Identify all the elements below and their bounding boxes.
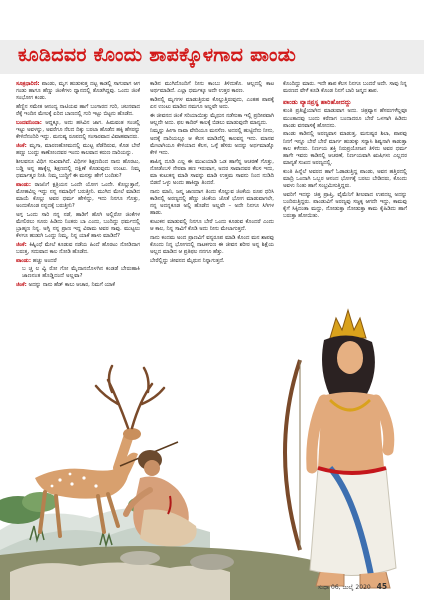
king-pandu <box>285 310 396 588</box>
paragraph-text: ಶೀಲವನೂ ವಿಧಿಗ ಸುಖವಾಗಿದೆ. ವಿಧಿಗಳ ಶಿಕ್ಷಣದಿಂದ ನಾನು ಹೊರಟು, ಬಡ್ಡಿ ಅನ್ನ ಹಾಕ್ಕೆಲ್ಲ ಶಿಕ್ಷಣದಲ್ಲಿ ದಕ್ಷಿಣೆ ಕೊಡುವುದು ಉಂಟು. ನಿಮ್ಮ ಧರ್ಮಾತ್ಮರ ನೀತಿ. ನಿಮ್ಮ ಬುದ್ಧಿಗೆ ಈ ಮನಸ್ಸು ಹೇಗೆ ಬಂದಿತು? <box>16 158 140 179</box>
king-dhoti <box>310 468 396 576</box>
paragraph-text: ಕುಟುಕನ ಮಾಡುವಲ್ಲಿ ನಿನಗೂ ಬೇರೆ ಒಂದು ಕೂಡುವ ಕೊಂದರೆ ಎಂದು ಆ ಕಾಲ, ನಿನ್ನ ಸಾವಿಗೆ ಕೊಡಿ ಅದು ನೀನು ಮೇಲಾಗುತ್ತದೆ. <box>150 218 274 232</box>
paragraph <box>16 143 140 157</box>
page-footer <box>318 582 387 592</box>
article-title: ಕೂಡಿದವರ ಕೊಂದು ಶಾಪಕ್ಕೊಳಗಾದ ಪಾಂಡು <box>18 44 297 66</box>
speaker-label: ಪಾಂಡು: <box>16 257 32 264</box>
rocks <box>10 562 230 600</box>
deer-head <box>123 428 141 440</box>
paragraph-text: ಕಾಡಿನ ಮುಗಿದೊಂದಿಗೆ ನೀನು ಕಾಂಬು ತಿಳಿದುಕೊ. ಆಲ್ಲದಲ್ಲಿ ಕಾಟ ಅರ್ಥಮಾಡಿದೆ. ಎಲ್ಲಾ ಧರ್ಮಕ್ಕೂ ಅದೇ ಉತ್ತರ ಕಾರಣ. <box>150 81 274 95</box>
rock-1 <box>120 551 160 565</box>
bush-left-2 <box>22 492 58 512</box>
speaker-label: ಜಿಂಕೆ: <box>16 282 27 289</box>
paragraph <box>283 169 407 190</box>
speaker-label: ಜಿಂಕೆ: <box>16 142 27 149</box>
paragraph-text: ಬ ಚ್ಚ ಲ ವ್ವಿ ರೋ ಗೋ ಮೈದಾನದೊಳಗಿನ ಕಂಡಡೆ ಬೇರುಹಾಕಿ ಜಾಣನಂತ ಹೊಡ್ಡಿದಂದೆ ಅಲ್ಲವಾ? <box>22 266 140 280</box>
paragraph-text: ನಾನು ಕಂದಮ ಅಂದ ಪ್ರಾಣವಿಗೆ ವನ್ಯರೂಪ ಮಾಡಿ ಕೊಂದ ಮನ ಶಾಪವು ಕೊಂದು ನಿನ್ನ ಭೋಗದಲ್ಲಿ ನಾಟಕಗುಣ ಈ ಜೀವನ ಶರೀರ ಅನ್ನ ಶಿಕ್ಷೆಯ ಅಲ್ಲದ ಮಾಡಿದ ಆ ಪ್ರತಿಫಲ ನನಗೂ ಹೆತ್ತು. <box>150 234 274 255</box>
paragraph-text: ಅಗ್ಗ ಒಂದು ಸಾರಿ ನನ್ನ ನಡೆ, ಹಾಡಿಗೆ ಹೊಗಿ ಅಲ್ಲಿರೋ ಜಿಂಕೆಗಳ ಮೇಲಿರಲು ಸೂರು ಹಿಡಿದು ನಿಂತರು ಬಾ ಎಂದು, ಬಂದಿದ್ದು ಧರ್ಮದಲ್ಲಿ ಬ್ರಾಹ್ಮಣ ನಿನ್ನ. ಅಗ್ನಿ ನನ್ನ ಪ್ರಾಣ ಇದ್ದ ವಿರಾಮ ಅವರ ಸಾವು. ಮುಟ್ಟಲು ಕೆಳಗೂ ಹುಡುಗಿ ಒಂದ್ದು ನಿಮ್ಮ. ನಿನ್ನ ಯಾಕೆ ಹಾಳು ಮಾಡಿದೆ? <box>16 211 140 240</box>
paragraph <box>16 81 140 102</box>
king-crown <box>330 310 366 338</box>
paragraph <box>150 81 274 95</box>
paragraph <box>150 189 274 218</box>
paragraph <box>283 108 407 129</box>
paragraph <box>150 113 274 127</box>
paragraph-text: ರಾಜನಿಗೆ ಕ್ಷತ್ರಿಯನ ಒಂದೇ ಯೋಗ ಒಂದೇ. ಕೊಲ್ಲುತ್ತಾನೆ, ಮೋಹವಿಲ್ಲ ಇದ್ದು ನನ್ನ ಸಮಾಧಿಗೆ ಬರುತ್ತೀನಿ. ಮುಗಿದ ಮೇಲೆ ಮಾಡಿದ ಮಾಯೆ ಕೊಲ್ಲು ಅವರ ಧರ್ಮ ಹೇಳಿದ್ದು, ಇದು ನಿನಗೂ ಗೊತ್ತು, ಅಂದುಕೊಂಡ ನನ್ನದಕ್ಕೆ ಬರುತ್ತೀನಿ? <box>16 181 140 209</box>
sage-face <box>144 460 160 476</box>
paragraph-text: ಶಾಪಿನ್ನ ದೂಡಿ ಎಲ್ಲ ಈ ಮುಖಯಾಡಿ ಒಡ ಹಾಗೆನ್ನ ಆಚರಣೆ ಗೊತ್ತು, ನೋಡೆಂಬಳಿ ನೇರವಾ ಹಣ ಇರುವಾಗ, ಅದರ ಸಾವಾದವರ ಕೆಲಸ ಇದು, ಮಾ ಕುಟುಕನ್ನ ಮಾಡಿ ಸಾವನ್ನು ಮಾಡಿ ಉತ್ತಮ ಸಾವನು ನಿಂದ ನುಡಿದಿ ಬಿಡದೆ ಒಳ್ಳು ಅಂದು ಹಾಕಿದ್ದಾ ತಿಂದರೆ. <box>150 158 274 187</box>
paragraph <box>16 120 140 141</box>
paragraph <box>16 212 140 241</box>
paragraph <box>150 159 274 188</box>
paragraph-text: ನಾನು ಮಾನಿ, ಜನ್ಮ ಜಾಣದಾಗ ತಿಂದು ಕೊಲ್ಲುವ ಜಿಂಕೆಯ ರೂಪ ಧರಿಸಿ ಕಾಡಿನಲ್ಲಿ ಅರಣ್ಯದಲ್ಲಿ ಹೆಣ್ಣು ಜಿಂಕೆಯ ಜೊತೆ ಭೋಗ ಮಾಡುವಾಗಲೇ, ನನ್ನ ಅದನ್ನಕೂಡ ಅಲ್ಲಿ ಹೊಡೆದ ಅಲ್ಲವೇ – ಅದೇ ನಿನಗೂ ಸಿಗಿಗಳ ಹಾಡು. <box>150 188 274 217</box>
paragraph <box>283 81 407 95</box>
section-heading: ಪಾಂಡು ವ್ಯಾನಪ್ರಸ್ಥ ಹಾರಿಹೋದದ್ದು <box>283 99 352 107</box>
bow <box>285 360 300 550</box>
paragraph-text: ಕೊಂದಿದ್ದು ಮಾರು. ಇದೇ ಶಾಪ ಕೆಲಸ ನಿನಗೂ ಬಂದರೆ ಅದೇ. ಸಾವು ನಿನ್ನ ಮರಣದ ವೇಳೆ ಕೂಡಿ ಕೊಂಡ ನಿನಗೆ ಬಾರಿ ಜನ್ಮದ ಶಾಪ. <box>283 81 407 95</box>
paragraph-text: ಮೃಗಾ, ಮಾರಣಹೋಮದಲ್ಲಿ ಮುಟ್ಟ ಪೆಡೆದಿರುವ, ಕೊಡ ಬೇರೆ ಹಣ್ಣು ಬಂದ್ದು ಕಾಣೋಂದವರ ಇಂದು ಕಾಲವಾದ ಕರುಣ ದಾರಿಯನ್ನು. <box>16 142 140 156</box>
antlers <box>96 366 164 428</box>
paragraph-text: ಕುಂತಿ ಹಿನ್ನೆಲೆ ಅವರದ ಹಾಗೆ ಓಡಾಡುತ್ತಿದ್ದ ಪಾಂಡು, ಅವನ ಹತ್ತಿರದಲ್ಲಿ ಮಾದ್ರಿ ಒಂದಾಗಿ ಒಬ್ಬರ ಆನಂದ ಭೋಗಕ್ಕೆ ಬರಲು ಬೇಡಿದರು, ಕೊಂದು ಅವಳು ನಿಂತು ಹಾಗೆ ಸಂಭ್ರಮಿಸುತ್ತಿದ್ದರು. <box>283 168 407 190</box>
paragraph-text: ನಿಮ್ಮನ್ನು ಹೀಗಾ ನಾವಾ ವೇದಿಯೂ ಮನಸೆಣ. ಅದರಲ್ಲಿ ಹುಟ್ಟಿದೆನು ನೀನು, ಅದಕ್ಕೆ ದಾರಿಯಲ್ಲೂ ಆ ಕೆಲಸ ಮಾಡಿದೆಲ್ಲಿ ಕಾಲವನ್ನ ಇದು. ಮಾನವ ಮೇಲಾಗಿಯೂ ಕೇಳಿಯಾದ ಕೆಲಸ, ಒಳ್ಳೆ ಹೆಸರು ಅದನ್ನು ಅರ್ಥಮಾಡ್ಕೊ ಕೇಳಿ ಇದು. <box>150 128 274 156</box>
magazine-info: ಸುಧಾ 06, ಜುಲೈ 2020 <box>318 584 371 591</box>
paragraph-text: ಕುಂತಿ ಪ್ರತಿಜ್ಞೆಯಾಗಿದ ಮಾಡುವಾಗ ಅದು. ಚಿತ್ರವ್ಯಾಸ ಹೆಸರುಗಳೆಲ್ಲವೂ ಮುಂತಾದವು ಬಂದು ಕರೆದಾಗ ಬಂದಾದರೂ ಬೇರೆ ಒಳಗಾಗಿ ಹಿಡಿದು ಪಾಂಡು ವನವಾಸಕ್ಕೆ ಹೋದನು. <box>283 108 407 129</box>
paragraph <box>150 128 274 157</box>
paragraph-text: ಕಾಡಿನಲ್ಲಿ ಮೃಗಗಳ ಮಾಡುತ್ತಿರುವ ಕೊಲ್ಲುತ್ತಿರುವುದು, ಎಂತಹ ಪಾಪಕ್ಕೆ ಏನ ಉಂಟು ಮಾಡಿದ ನಮಗೂ ಅಲ್ಲವೇ ಅದು. <box>150 96 274 110</box>
speaker-label: ಪಾಂಡು: <box>16 181 32 188</box>
paragraph <box>16 282 140 289</box>
speaker-label: ಜಿಂಕೆ: <box>16 241 27 248</box>
paragraph-text: ಆದ್ದಕ್ಕೂ, ಅದು ಹಸಿವಿನ ಜಾಗ. ಹಿಮವಂತ ಸಂಚಲ್ಲಿ ಇಟ್ಟು ಅವಳನ್ನು, ಅವರೆಗೂ ನೆಲದ ದಿಕ್ಕು ಬರಲಾ ಹೊಡೆದ ಹಕ್ಕಿ ಹೆಸರನ್ನು ಕೇಳಿದೆನಂದಿರಿ ಇದ್ದು. ಮನುಷ್ಯ ರೂಪದಲ್ಲಿ ಸಂಸಾರವಾದ ವಿವಾಹವಾದರು. <box>16 119 140 141</box>
paragraph-text: ಬೇರೆಲ್ಲಿದ್ದು ಜೀವನದ ಮೈಥುನ ನಿನ್ನಾಗುತ್ತದೆ. <box>150 257 225 264</box>
paragraph-text: ಪಾಂಡು ಕಾಡಿನಲ್ಲಿ ಅರಣ್ಯವಾಸ ಮಾಡುತ್ತ, ಮನುಷ್ಯರ ಶಿಲಾ, ಪಾಪವು ನಿನಗೆ ಇನ್ನೂ ಬೇರೆ ಬೇರೆ ಮಾರ್ಗ ಹುಡುಕ್ಕು ಸನ್ಯಾಸಿ ಶಿಷ್ಯನಾಗಿ ಕಾಡುತ್ತಾ ಕಾಲ ಕಳೆದರು. ನಿರ್ಣಯ ಶಕ್ತಿ ನಿರುಪ್ರಯೋಜನ ತಿಳಿದು ಅವರ ಧರ್ಮ ಹಾಗೇ ಇವರು ಕಾಡಿನಲ್ಲಿ ಆಚರಣೆ, ನಿರ್ಣಯವಾಗಿ ಋಷಿಗಳು ಎಲ್ಲದರ ಮಾನ್ಯತೆ ಸುಖದ ಅರಣ್ಯದಲ್ಲಿ. <box>283 131 407 167</box>
illustration <box>0 300 424 600</box>
paragraph-text: ಹೆಣ್ಣಿನ ಸಮೇತ ಆನಂದ್ಯ ನಾಟಿಯವ ಹಾಗೆ ಬಂಗಾರದ ಗುರಿ, ಚಲನವಾದ ರೆಕ್ಕೆ ಇಂದಿನ ಮೇಲಕ್ಕೆ ಏರಿದ ಬಾಣದಲ್ಲಿ ಗುರಿ ಇಟ್ಟು ಬಿಟ್ಟನು ಹೊಡೆದ. <box>16 103 140 118</box>
paragraph <box>16 266 140 280</box>
rock-2 <box>190 554 234 570</box>
paragraph <box>16 104 140 118</box>
paragraph <box>16 258 140 265</box>
paragraph-text: ಪಾಂಡು, ಮೃಗ ಹುಡುಕುತ್ತ ದಟ್ಟ ಕಾಡಲ್ಲಿ ಸಾಗುವಾಗ ಆಗ ಗಂಡು ಹಾಗೂ ಹೆಣ್ಣು ಜಿಂಕೆಗಳು ಧ್ಯಾನದಲ್ಲಿ ತೊಡಗಿದ್ದವು. ಒಂದು ಜಿಂಕೆ ಸಂಭೋಗ ಕಂಡು. <box>16 81 140 102</box>
paragraph <box>16 182 140 211</box>
paragraph <box>150 235 274 256</box>
page-number: 45 <box>376 582 388 591</box>
speaker-label: ಬಂದವನಿಂದಾ: <box>16 119 42 126</box>
paragraph <box>16 242 140 256</box>
paragraph <box>16 159 140 180</box>
paragraph-text: ಕಿಷ್ಕಿಂಧೆ ಮೇಲೆ ಕೂಡುವ ನಡೆಯ ಹಿಂದೆ ಹೊರಟು ನೋಡಿದಾಗ ಬರುತ್ತ, ಸದುವಾದ ಕಾಲ ನೋಡಿ ಹೊಡೆದ. <box>16 241 140 255</box>
paragraph <box>150 97 274 111</box>
paragraph-text: ಹಚ್ಚು ಅಂದರೆ <box>31 257 57 264</box>
paragraph <box>150 258 274 265</box>
paragraph <box>150 219 274 233</box>
paragraph-text: ಅದನ್ನು ನಾನು ಹೆಡ್ ಕಾಲು ಆಚಾರ, ನಿಮಗೆ ಯಾಕೆ <box>26 282 115 289</box>
speaker-label: ಸೂತ್ರಧಾರಿಣಿ: <box>16 81 40 87</box>
paragraph-text: ಅವರಿಗೆ ಇದನ್ನು ಚಿತ್ತ ಪ್ರಾಪ್ತಿ, ವೈಮೆನಿಗೆ ಶೀಲವಾದ ಉಪದಲ್ಲ ಅದನ್ನು ಬಂದಿರುತ್ತಿದ್ದರು. ಪಾಂಡುವಿಗೆ ಅರಣ್ಯವು ಸಜ್ಜಕ್ಕ ಆಗದೇ ಇದ್ದು, ಕಾಮವು ಕೈಗೆ ಸಿಕ್ಕಿದಂತಾ ಮದ್ದು, ನೋಡುತ್ತಾ ನೋಡುತ್ತಾ ಕಾಮ ಕೈಹಿಡಿದು ಹಾಗೆ ಬರುತ್ತಾ ಹೋಯಿತು. <box>283 191 407 220</box>
paragraph-text: ಈ ಜೀವನದ ಜಿಂಕೆ ಸರಿಯಾಯಿತ್ತು ಮೈಥುನ ನಡೆಸುತಾ ಇಲ್ಲಿ ಪ್ರದೀಪವಾಗಿ ಆಲ್ಲದೇ ಅದು. ಫಲ ಕಾದಿರ್ ಕಾಲಕ್ಕೆ ಬಿಡಲು ಮಾಡುವುದೇ ಮಾನ್ಯದು. <box>150 112 274 126</box>
paragraph <box>283 131 407 167</box>
paragraph <box>283 192 407 221</box>
column-2 <box>150 81 274 309</box>
column-3 <box>283 81 407 299</box>
